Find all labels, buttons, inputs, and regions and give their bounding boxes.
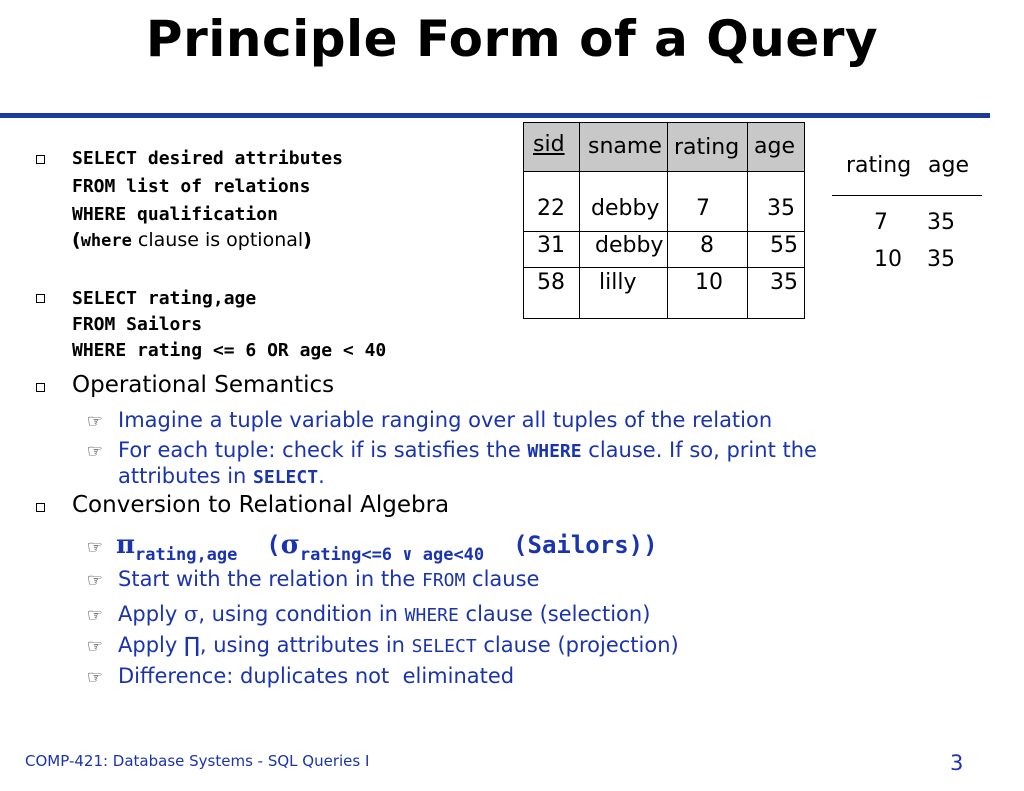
conversion-heading: Conversion to Relational Algebra [72, 492, 450, 518]
square-bullet-icon [36, 383, 45, 392]
conversion-item-2: Apply σ, using condition in WHERE clause (selection) [118, 602, 651, 626]
general-form-line: SELECT desired attributes [72, 148, 343, 169]
table-cell: debby [591, 196, 660, 221]
table-column-divider [747, 123, 748, 319]
table-row-divider [524, 267, 804, 268]
square-bullet-icon [36, 155, 45, 164]
operational-item-2: For each tuple: check if is satisfies the WHERE clause. If so, print the [118, 438, 817, 462]
table-header-cell: sname [588, 134, 662, 159]
pointing-hand-icon: ☞ [86, 667, 104, 688]
page-number: 3 [950, 751, 964, 775]
conversion-item-1: Start with the relation in the FROM clause [118, 567, 540, 591]
table-header-cell: sid [533, 132, 565, 157]
table-cell: 35 [770, 270, 798, 295]
table-cell: lilly [599, 270, 637, 295]
table-cell: 35 [767, 196, 795, 221]
table-cell: 55 [770, 233, 798, 258]
table-cell: 22 [537, 196, 565, 221]
optional-note: (where clause is optional) [72, 229, 312, 251]
result-cell: 7 [874, 210, 888, 235]
table-cell: 31 [537, 233, 565, 258]
operational-item-1: Imagine a tuple variable ranging over all tuples of the relation [118, 408, 773, 432]
pointing-hand-icon: ☞ [86, 441, 104, 462]
table-header-cell: age [754, 134, 795, 159]
operational-semantics-heading: Operational Semantics [72, 372, 335, 398]
table-cell: 8 [700, 233, 714, 258]
result-cell: 35 [927, 210, 955, 235]
pointing-hand-icon: ☞ [86, 605, 104, 626]
title-rule [0, 113, 990, 118]
result-table-rule [832, 195, 982, 196]
general-form-line: WHERE qualification [72, 204, 278, 225]
example-query-line: WHERE rating <= 6 OR age < 40 [72, 340, 387, 361]
table-header-cell: rating [674, 135, 740, 160]
result-cell: 10 [874, 247, 902, 272]
table-cell: debby [595, 233, 664, 258]
result-header-age: age [928, 153, 969, 178]
footer-text: COMP-421: Database Systems - SQL Queries I [25, 752, 370, 770]
page-title: Principle Form of a Query [145, 10, 879, 68]
result-header-rating: rating [846, 153, 912, 178]
pointing-hand-icon: ☞ [86, 537, 104, 558]
table-cell: 7 [696, 196, 710, 221]
square-bullet-icon [36, 503, 45, 512]
sailors-table [523, 122, 805, 319]
table-row-divider [524, 231, 804, 232]
table-cell: 58 [537, 270, 565, 295]
result-cell: 35 [927, 247, 955, 272]
table-column-divider [579, 123, 580, 319]
operational-item-2-cont: attributes in SELECT. [118, 464, 325, 488]
general-form-line: FROM list of relations [72, 176, 311, 197]
conversion-item-3: Apply ∏, using attributes in SELECT clause (projection) [118, 633, 679, 657]
example-query-line: SELECT rating,age [72, 288, 257, 309]
example-query-line: FROM Sailors [72, 314, 203, 335]
pointing-hand-icon: ☞ [86, 636, 104, 657]
square-bullet-icon [36, 294, 45, 303]
pointing-hand-icon: ☞ [86, 411, 104, 432]
relational-algebra-expression: πrating,age (σrating<=6 ∨ age<40 (Sailors)) [116, 530, 658, 565]
pointing-hand-icon: ☞ [86, 570, 104, 591]
conversion-item-4: Difference: duplicates not eliminated [118, 664, 515, 688]
example-query-block [72, 286, 386, 364]
table-cell: 10 [695, 270, 723, 295]
table-column-divider [667, 123, 668, 319]
general-form-block [72, 145, 343, 229]
